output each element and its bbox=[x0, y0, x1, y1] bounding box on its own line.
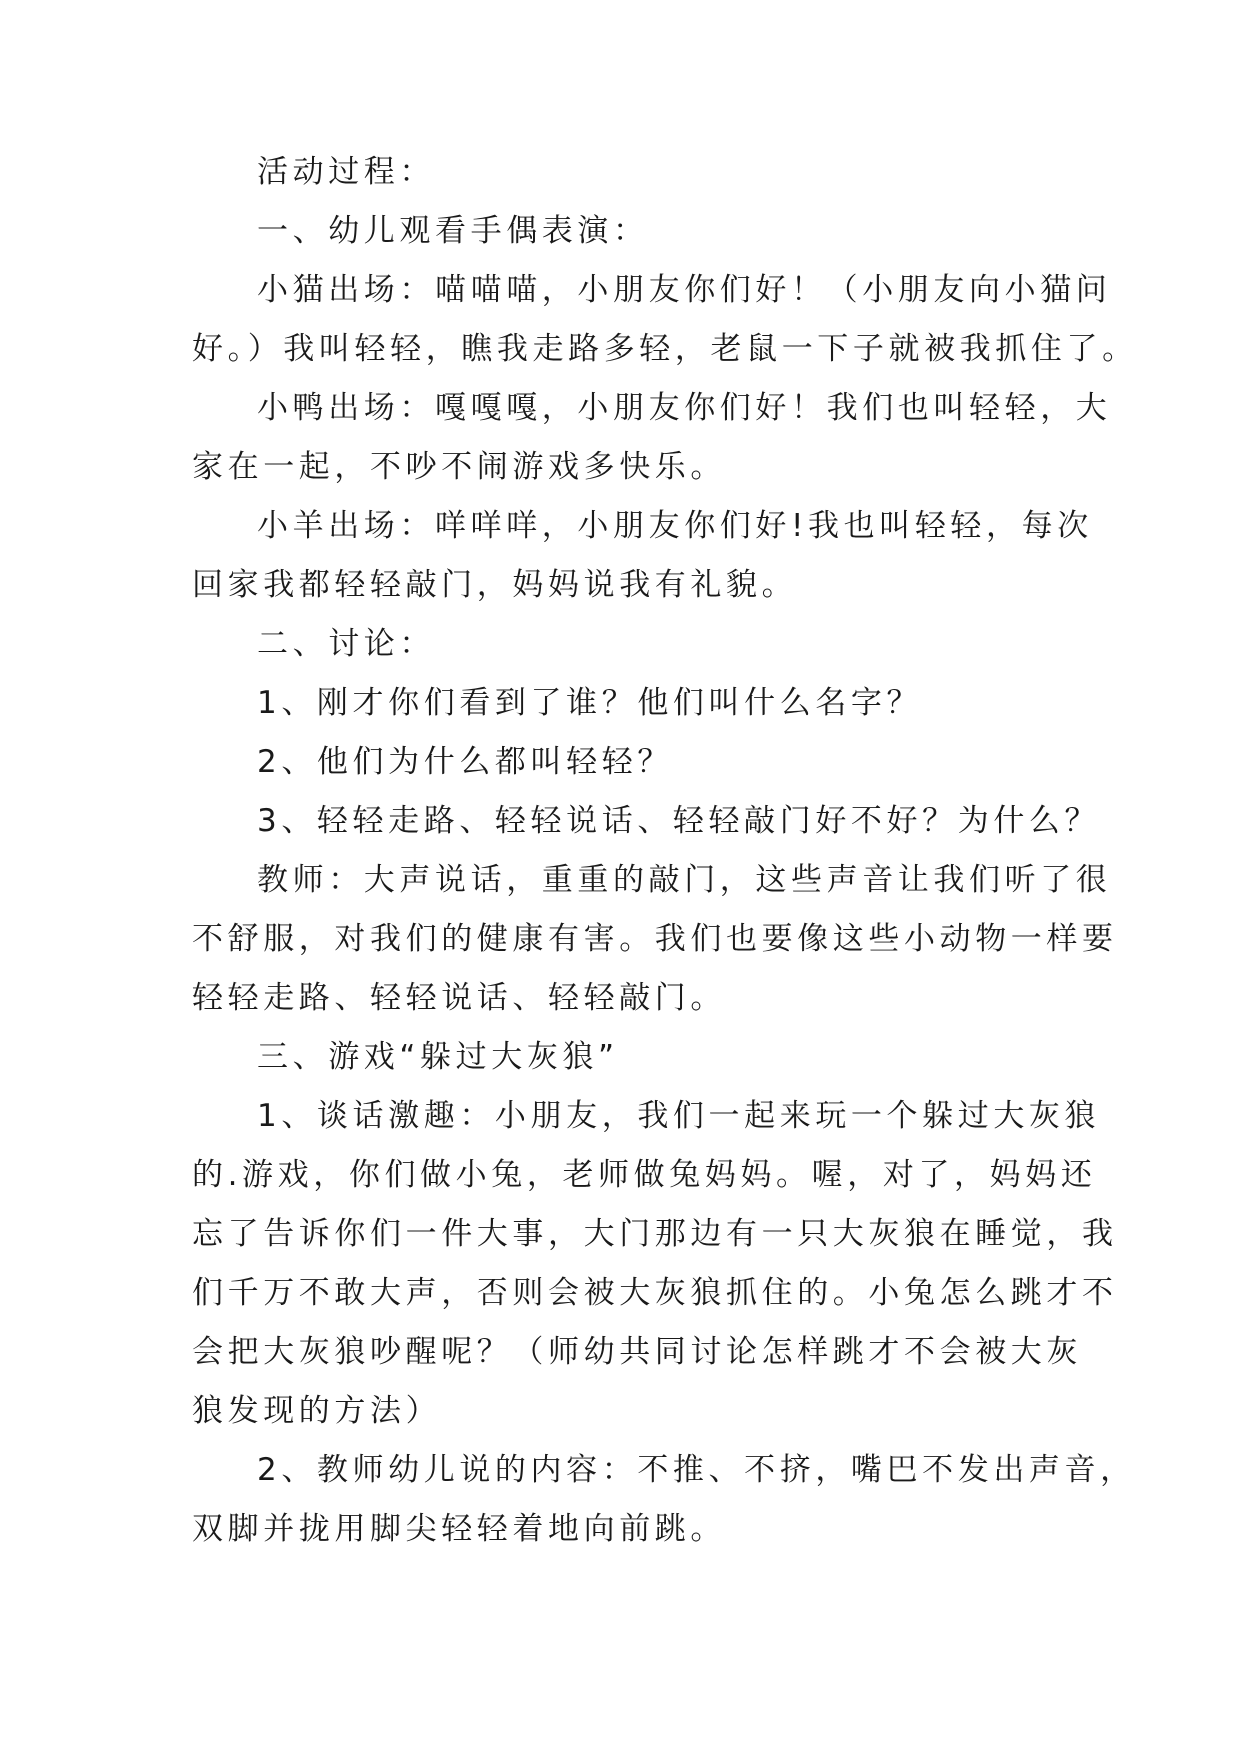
section-heading-activity-process: 活动过程： bbox=[257, 154, 435, 190]
paragraph-line: 1、谈话激趣：小朋友，我们一起来玩一个躲过大灰狼 bbox=[257, 1098, 1101, 1134]
paragraph-line: 家在一起，不吵不闹游戏多快乐。 bbox=[192, 449, 726, 485]
section-heading-discussion: 二、讨论： bbox=[257, 626, 435, 662]
section-heading-puppet-show: 一、幼儿观看手偶表演： bbox=[257, 213, 649, 249]
paragraph-line: 回家我都轻轻敲门，妈妈说我有礼貌。 bbox=[192, 567, 798, 603]
list-item: 1、刚才你们看到了谁？他们叫什么名字？ bbox=[257, 685, 923, 721]
paragraph-line: 2、教师幼儿说的内容：不推、不挤，嘴巴不发出声音， bbox=[257, 1452, 1136, 1488]
paragraph-line: 的.游戏，你们做小兔，老师做兔妈妈。喔，对了，妈妈还 bbox=[192, 1157, 1097, 1193]
paragraph-line: 好。）我叫轻轻，瞧我走路多轻，老鼠一下子就被我抓住了。 bbox=[192, 331, 1138, 367]
paragraph-line: 小鸭出场：嘎嘎嘎，小朋友你们好！我们也叫轻轻，大 bbox=[257, 390, 1112, 426]
paragraph-line: 教师：大声说话，重重的敲门，这些声音让我们听了很 bbox=[257, 862, 1112, 898]
section-heading-game: 三、游戏“躲过大灰狼” bbox=[257, 1039, 619, 1075]
paragraph-line: 会把大灰狼吵醒呢？（师幼共同讨论怎样跳才不会被大灰 bbox=[192, 1334, 1082, 1370]
paragraph-line: 小羊出场：咩咩咩，小朋友你们好!我也叫轻轻，每次 bbox=[257, 508, 1093, 544]
paragraph-line: 小猫出场：喵喵喵，小朋友你们好！（小朋友向小猫问 bbox=[257, 272, 1112, 308]
paragraph-line: 轻轻走路、轻轻说话、轻轻敲门。 bbox=[192, 980, 726, 1016]
paragraph-line: 双脚并拢用脚尖轻轻着地向前跳。 bbox=[192, 1511, 726, 1547]
paragraph-line: 狼发现的方法） bbox=[192, 1393, 442, 1429]
paragraph-line: 忘了告诉你们一件大事，大门那边有一只大灰狼在睡觉，我 bbox=[192, 1216, 1118, 1252]
paragraph-line: 们千万不敢大声，否则会被大灰狼抓住的。小兔怎么跳才不 bbox=[192, 1275, 1118, 1311]
list-item: 3、轻轻走路、轻轻说话、轻轻敲门好不好？为什么？ bbox=[257, 803, 1101, 839]
paragraph-line: 不舒服，对我们的健康有害。我们也要像这些小动物一样要 bbox=[192, 921, 1118, 957]
list-item: 2、他们为什么都叫轻轻？ bbox=[257, 744, 673, 780]
